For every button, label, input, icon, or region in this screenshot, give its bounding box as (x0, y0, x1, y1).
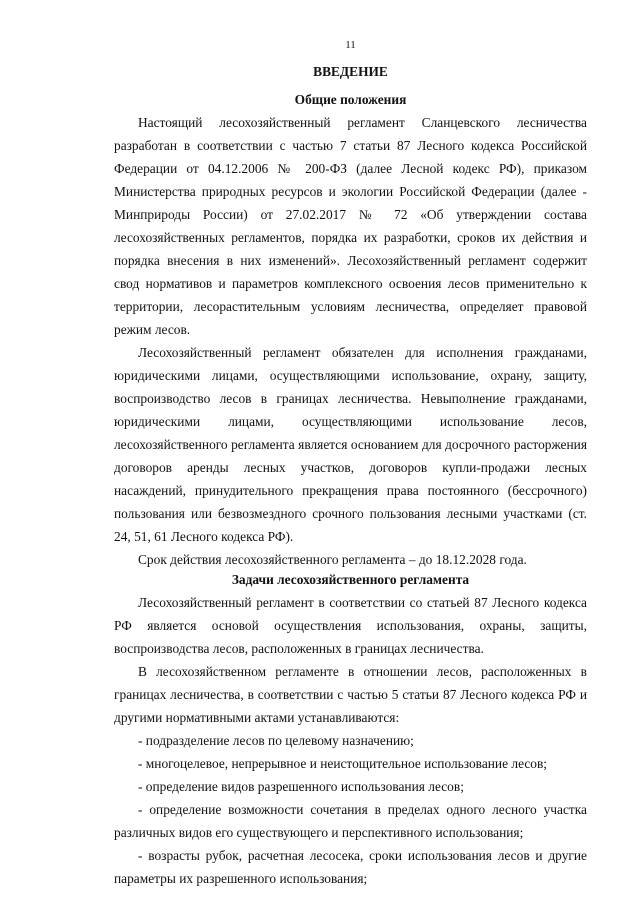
paragraph: Настоящий лесохозяйственный регламент Сланцевского лесничества разработан в соответствии с частью 7 статьи 87 Лесного кодекса Российской Федерации от 04.12.2006 № 200-ФЗ (далее Лесной кодекс РФ), приказом Министерства природных ресурсов и экологии Российской Федерации (далее - Минприроды России) от 27.02.2017 № 72 «Об утверждении состава лесохозяйственных регламентов, порядка их разработки, сроков их действия и порядка внесения в них изменений». Лесохозяйственный регламент содержит свод нормативов и параметров комплексного освоения лесов применительно к территории, лесорастительным условиям лесничества, определяет правовой режим лесов. (114, 115, 587, 337)
list-item: - многоцелевое, непрерывное и неистощительное использование лесов; (138, 756, 548, 771)
section-title-general: Общие положения (294, 92, 407, 107)
list-item: - подразделение лесов по целевому назначению; (138, 733, 414, 748)
list-item: - определение видов разрешенного использования лесов; (138, 779, 464, 794)
list-item: - определение возможности сочетания в пределах одного лесного участка различных видов его существующего и перспективного использования; (114, 802, 587, 840)
list-item: - возрасты рубок, расчетная лесосека, сроки использования лесов и другие параметры их разрешенного использования; (114, 848, 587, 886)
page-number: 11 (345, 39, 356, 51)
paragraph: Лесохозяйственный регламент в соответствии со статьей 87 Лесного кодекса РФ является основой осуществления использования, охраны, защиты, воспроизводства лесов, расположенных в границах лесничества. (114, 595, 587, 656)
paragraph: Срок действия лесохозяйственного регламента – до 18.12.2028 года. (138, 552, 527, 567)
paragraph: Лесохозяйственный регламент обязателен для исполнения гражданами, юридическими лицами, осуществляющими использование, охрану, защиту, воспроизводство лесов в границах лесничества. Невыполнение гражданами, юридическими лицами, осуществляющими использование лесов, лесохозяйственного регламента является основанием для досрочного расторжения договоров аренды лесных участков, договоров купли-продажи лесных насаждений, принудительного прекращения права постоянного (бессрочного) пользования или безвозмездного срочного пользования лесными участками (ст. 24, 51, 61 Лесного кодекса РФ). (114, 345, 587, 544)
intro-heading: ВВЕДЕНИЕ (313, 64, 388, 79)
section-title-tasks: Задачи лесохозяйственного регламента (231, 572, 470, 587)
paragraph: В лесохозяйственном регламенте в отношении лесов, расположенных в границах лесничества, в соответствии с частью 5 статьи 87 Лесного кодекса РФ и другими нормативными актами устанавливаются: (114, 664, 587, 725)
